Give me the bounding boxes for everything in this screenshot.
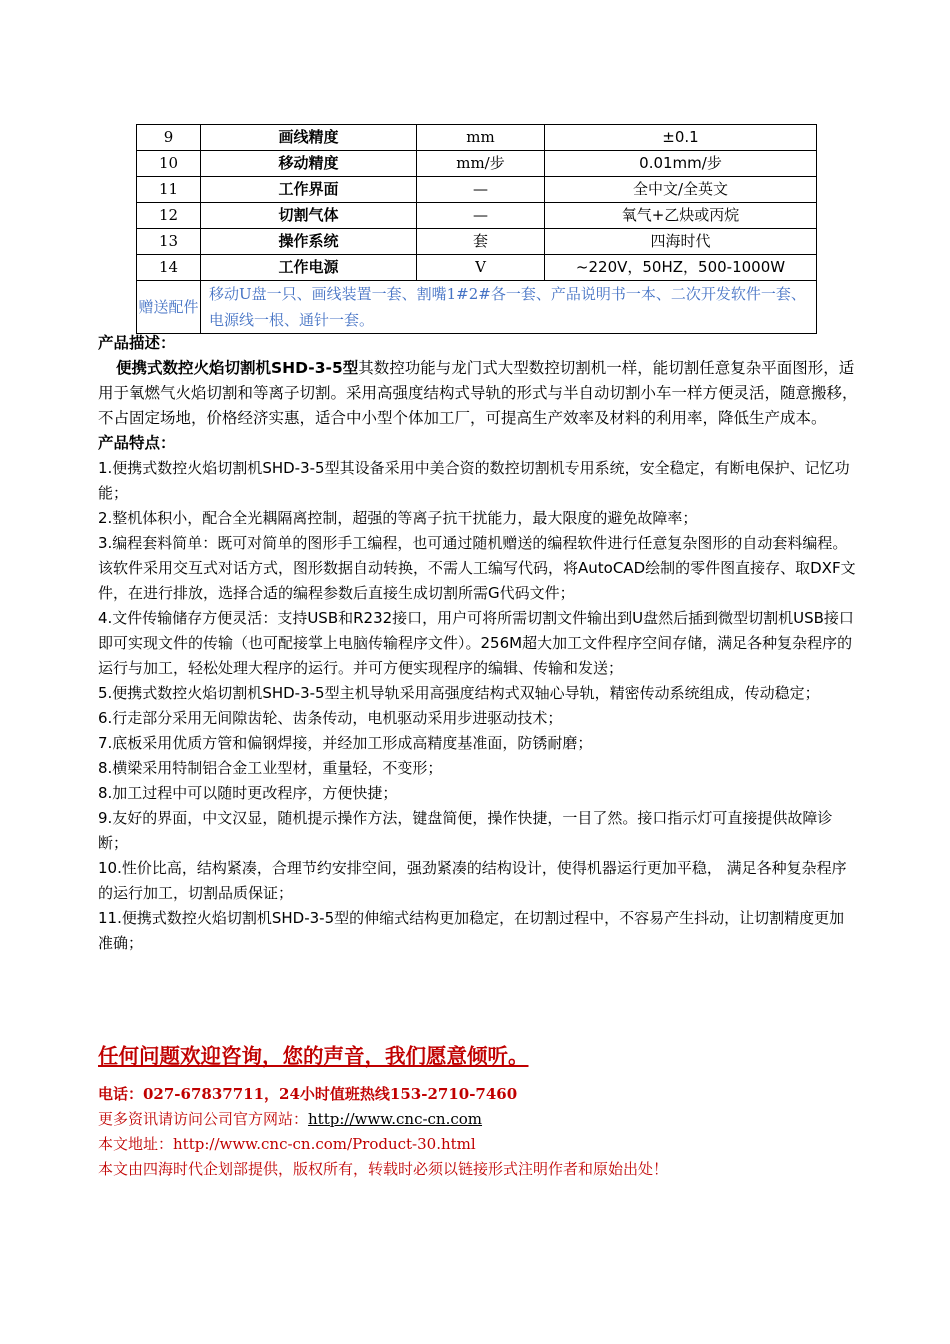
- website-line: [98, 1107, 858, 1132]
- table-row: [137, 203, 817, 229]
- address-url: http://www.cnc-cn.com/Product-30.html: [173, 1135, 476, 1153]
- feature-item: 10.性价比高，结构紧凑，合理节约安排空间，强劲紧凑的结构设计，使得机器运行更加平稳， 满足各种复杂程序的运行加工，切割品质保证；: [98, 859, 847, 902]
- contact-phone: 电话：027-67837711，24小时值班热线153-2710-7460: [98, 1085, 518, 1103]
- table-row: [137, 125, 817, 151]
- feature-item: 2.整机体积小，配合全光耦隔离控制，超强的等离子抗干扰能力，最大限度的避免故障率；: [98, 509, 698, 527]
- table-row: [137, 151, 817, 177]
- table-row: [137, 177, 817, 203]
- parameter-unit: —: [417, 203, 545, 229]
- description-text: 其数控功能与龙门式大型数控切割机一样，能切割任意复杂平面图形，适用于氧燃气火焰切割和等离子切割。采用高强度结构式导轨的形式与半自动切割小车一样方便灵活，随意搬移，不占固定场地，价格经济实惠，适合中小型个体加工厂，可提高生产效率及材料的利用率，降低生产成本。: [98, 359, 858, 427]
- feature-item: 1.便携式数控火焰切割机SHD-3-5型其设备采用中美合资的数控切割机专用系统，安全稳定，有断电保护、记忆功能；: [98, 459, 850, 502]
- description-paragraph: [98, 356, 858, 431]
- features-heading: 产品特点：: [98, 434, 176, 452]
- article-address-line: [98, 1132, 858, 1157]
- gift-label: 赠送配件: [137, 281, 201, 334]
- spec-table-body: [137, 125, 817, 334]
- parameter-unit: —: [417, 177, 545, 203]
- body-text: [98, 331, 858, 956]
- feature-item: 4.文件传输储存方便灵活：支持USB和R232接口，用户可将所需切割文件输出到U盘然后插到微型切割机USB接口即可实现文件的传输（也可配接掌上电脑传输程序文件）。256M超大加工文件程序空间存储，满足各种复杂程序的运行与加工，轻松处理大程序的运行。并可方便实现程序的编辑、传输和发送；: [98, 609, 854, 677]
- description-lead: 便携式数控火焰切割机SHD-3-5型: [116, 359, 359, 377]
- row-number: 13: [137, 229, 201, 255]
- row-number: 12: [137, 203, 201, 229]
- feature-item: 3.编程套料简单：既可对简单的图形手工编程，也可通过随机赠送的编程软件进行任意复杂图形的自动套料编程。该软件采用交互式对话方式，图形数据自动转换，不需人工编写代码，将AutoCAD绘制的零件图直接存、取DXF文件，在进行排放，选择合适的编程参数后直接生成切割所需G代码文件；: [98, 534, 856, 602]
- parameter-name: 工作电源: [201, 255, 417, 281]
- parameter-name: 操作系统: [201, 229, 417, 255]
- parameter-unit: mm: [417, 125, 545, 151]
- gift-accessories-row: [137, 281, 817, 334]
- table-row: [137, 255, 817, 281]
- description-heading: 产品描述：: [98, 334, 176, 352]
- feature-item: 6.行走部分采用无间隙齿轮、齿条传动，电机驱动采用步进驱动技术；: [98, 709, 563, 727]
- parameter-name: 画线精度: [201, 125, 417, 151]
- parameter-value: 氧气+乙炔或丙烷: [545, 203, 817, 229]
- row-number: 14: [137, 255, 201, 281]
- table-row: [137, 229, 817, 255]
- parameter-unit: V: [417, 255, 545, 281]
- address-prefix: 本文地址：: [98, 1135, 174, 1153]
- copyright-notice: 本文由四海时代企划部提供，版权所有，转载时必须以链接形式注明作者和原始出处！: [98, 1160, 669, 1178]
- feature-item: 8.横梁采用特制铝合金工业型材，重量轻，不变形；: [98, 759, 443, 777]
- parameter-value: 四海时代: [545, 229, 817, 255]
- parameter-name: 移动精度: [201, 151, 417, 177]
- spec-table: [136, 124, 817, 334]
- contact-slogan: 任何问题欢迎咨询，您的声音，我们愿意倾听。: [98, 1044, 529, 1068]
- parameter-unit: mm/步: [417, 151, 545, 177]
- parameter-name: 切割气体: [201, 203, 417, 229]
- parameter-value: 0.01mm/步: [545, 151, 817, 177]
- row-number: 11: [137, 177, 201, 203]
- row-number: 9: [137, 125, 201, 151]
- website-link[interactable]: http://www.cnc-cn.com: [308, 1110, 483, 1128]
- website-prefix: 更多资讯请访问公司官方网站：: [98, 1110, 309, 1128]
- feature-item: 5.便携式数控火焰切割机SHD-3-5型主机导轨采用高强度结构式双轴心导轨，精密传动系统组成，传动稳定；: [98, 684, 820, 702]
- parameter-unit: 套: [417, 229, 545, 255]
- contact-section: [98, 1040, 858, 1182]
- feature-item: 9.友好的界面，中文汉显，随机提示操作方法，键盘简便，操作快捷，一目了然。接口指示灯可直接提供故障诊断；: [98, 809, 833, 852]
- parameter-name: 工作界面: [201, 177, 417, 203]
- feature-item: 7.底板采用优质方管和偏钢焊接，并经加工形成高精度基准面，防锈耐磨；: [98, 734, 593, 752]
- parameter-value: ±0.1: [545, 125, 817, 151]
- row-number: 10: [137, 151, 201, 177]
- feature-item: 8.加工过程中可以随时更改程序，方便快捷；: [98, 784, 398, 802]
- feature-item: 11.便携式数控火焰切割机SHD-3-5型的伸缩式结构更加稳定，在切割过程中，不容易产生抖动，让切割精度更加准确；: [98, 909, 845, 952]
- parameter-value: 全中文/全英文: [545, 177, 817, 203]
- parameter-value: ~220V，50HZ，500-1000W: [545, 255, 817, 281]
- gift-accessories-text: 移动U盘一只、画线装置一套、割嘴1#2#各一套、产品说明书一本、二次开发软件一套、电源线一根、通针一套。: [201, 281, 817, 334]
